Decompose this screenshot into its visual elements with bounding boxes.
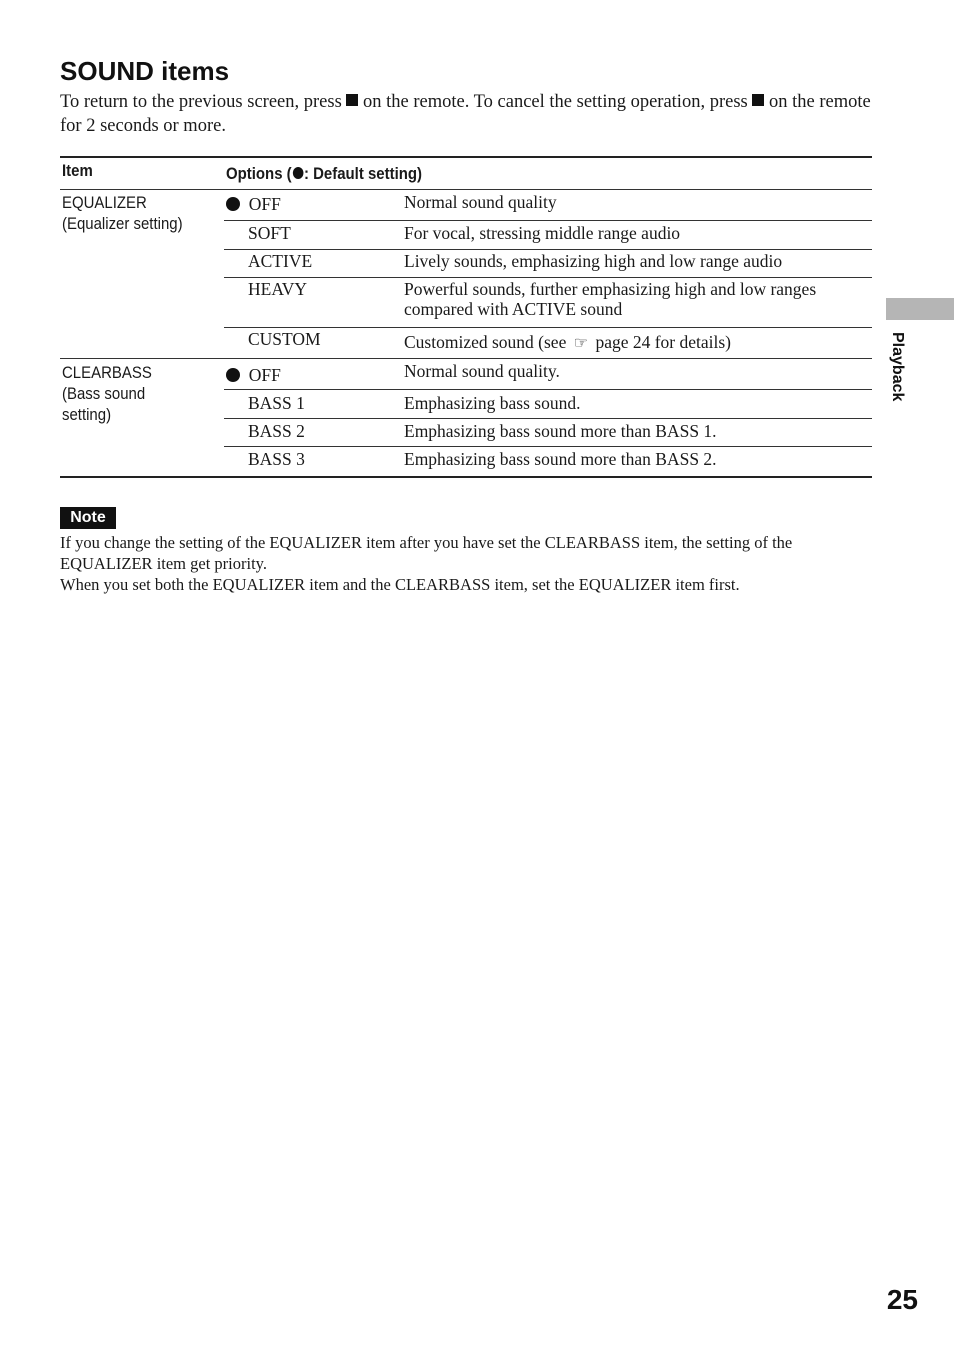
stop-square-icon (752, 94, 764, 106)
section-side-label: Playback (889, 332, 906, 402)
intro-text-3: on the remote for 2 seconds or more. (60, 92, 871, 136)
header-options-prefix: Options ( (226, 164, 292, 183)
item-name: CLEARBASS (62, 363, 152, 382)
item-subtitle: (Equalizer setting) (62, 214, 183, 233)
row-divider (224, 327, 872, 328)
row-divider (224, 389, 872, 390)
option-label: OFF (248, 194, 281, 214)
row-divider (224, 220, 872, 221)
note-badge: Note (60, 507, 116, 529)
intro-text-2: on the remote. To cancel the setting operation, press (358, 92, 753, 112)
option-description: Emphasizing bass sound more than BASS 1. (404, 421, 717, 441)
option-description: Normal sound quality (404, 192, 557, 212)
option-description: Lively sounds, emphasizing high and low range audio (404, 251, 783, 271)
item-equalizer (62, 192, 183, 234)
group-divider (60, 358, 872, 359)
note-line: When you set both the EQUALIZER item and the CLEARBASS item, set the EQUALIZER item first. (60, 575, 740, 594)
row-divider (224, 277, 872, 278)
table-header-rule (60, 189, 872, 190)
description-line: compared with ACTIVE sound (404, 299, 623, 319)
option-description (404, 332, 731, 354)
item-clearbass (62, 362, 152, 425)
option-description (404, 279, 816, 319)
default-circle-icon (293, 167, 304, 179)
item-name: EQUALIZER (62, 193, 147, 212)
option-description: Emphasizing bass sound more than BASS 2. (404, 449, 717, 469)
page-title: SOUND items (60, 56, 230, 86)
intro-paragraph (60, 90, 875, 138)
intro-text-1: To return to the previous screen, press (60, 92, 347, 112)
description-line: Powerful sounds, further emphasizing high and low ranges (404, 279, 817, 299)
item-subtitle: setting) (62, 405, 112, 424)
option-soft: SOFT (248, 223, 291, 243)
option-bass-1: BASS 1 (248, 393, 305, 413)
row-divider (224, 249, 872, 250)
option-description: For vocal, stressing middle range audio (404, 223, 681, 243)
section-tab-marker (886, 298, 954, 320)
default-circle-icon (226, 368, 240, 382)
note-text (60, 532, 880, 595)
description-suffix: page 24 for details) (591, 332, 732, 352)
item-subtitle: (Bass sound (62, 384, 146, 403)
option-off (226, 365, 281, 385)
default-circle-icon (226, 197, 240, 211)
option-label: OFF (248, 365, 281, 385)
table-bottom-rule (60, 476, 872, 478)
header-options-suffix: : Default setting) (303, 164, 422, 183)
pointing-hand-icon: ☞ (573, 335, 589, 352)
option-description: Emphasizing bass sound. (404, 393, 581, 413)
option-active: ACTIVE (248, 251, 313, 271)
option-custom: CUSTOM (248, 329, 321, 349)
table-top-rule (60, 156, 872, 158)
description-prefix: Customized sound (see (404, 332, 571, 352)
option-bass-2: BASS 2 (248, 421, 305, 441)
header-item: Item (62, 161, 93, 180)
option-heavy: HEAVY (248, 279, 307, 299)
option-bass-3: BASS 3 (248, 449, 305, 469)
page-number: 25 (886, 1284, 918, 1315)
option-off (226, 194, 281, 214)
header-options (226, 163, 422, 184)
option-description: Normal sound quality. (404, 361, 560, 381)
row-divider (224, 446, 872, 447)
row-divider (224, 418, 872, 419)
stop-square-icon (346, 94, 358, 106)
note-line: If you change the setting of the EQUALIZER item after you have set the CLEARBASS item, the setting of the (60, 533, 793, 552)
note-line: EQUALIZER item get priority. (60, 554, 267, 573)
